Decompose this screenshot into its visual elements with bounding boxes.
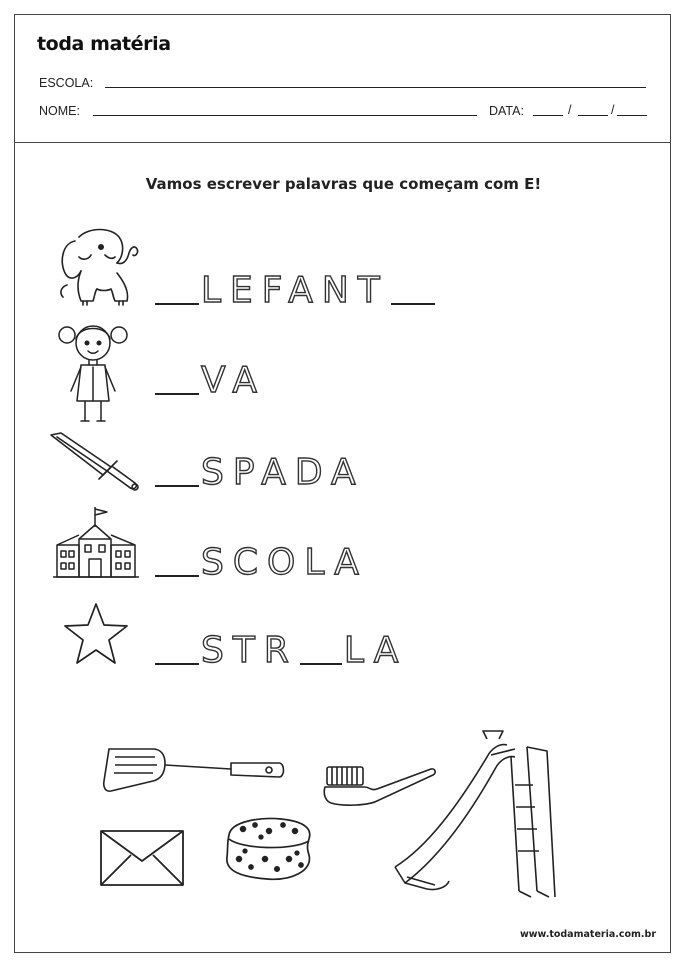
blank-line[interactable] (300, 663, 342, 665)
traced-letters: STR (201, 630, 298, 671)
blank-line[interactable] (155, 663, 199, 665)
page-title: Vamos escrever palavras que começam com E! (145, 175, 542, 193)
footer-url: www.todamateria.com.br (519, 929, 656, 940)
data-label: DATA: (489, 104, 524, 118)
word-row-estrela (155, 629, 409, 669)
header (15, 15, 670, 143)
date-day-field[interactable] (533, 115, 563, 116)
worksheet (14, 14, 671, 953)
traced-letters: VA (201, 360, 266, 401)
spatula-icon (101, 743, 287, 799)
word-row-escola (155, 541, 370, 581)
slide-icon (387, 727, 557, 901)
traced-letters: SPADA (201, 452, 365, 493)
blank-line[interactable] (391, 303, 435, 305)
girl-icon (53, 317, 133, 429)
envelope-icon (97, 825, 187, 889)
word-row-espada (155, 451, 367, 491)
blank-line[interactable] (155, 575, 199, 577)
traced-letters: SCOLA (201, 542, 368, 583)
date-month-field[interactable] (578, 115, 608, 116)
date-year-field[interactable] (617, 115, 647, 116)
sponge-icon (221, 815, 317, 885)
star-icon (61, 601, 131, 667)
blank-line[interactable] (155, 393, 199, 395)
word-row-elefante (155, 269, 435, 309)
word-row-eva (155, 359, 268, 399)
date-separator: / (611, 103, 615, 117)
nome-label: NOME: (39, 104, 80, 118)
sword-icon (47, 429, 147, 495)
traced-letters: LEFANT (201, 270, 389, 311)
escola-field[interactable] (105, 87, 646, 88)
traced-letters: LA (343, 630, 408, 671)
blank-line[interactable] (155, 303, 199, 305)
escola-label: ESCOLA: (39, 76, 94, 90)
elephant-icon (53, 221, 143, 307)
nome-field[interactable] (93, 115, 477, 116)
brand-logo: toda matéria (37, 33, 171, 55)
date-separator: / (568, 103, 572, 117)
school-icon (53, 505, 139, 581)
blank-line[interactable] (155, 485, 199, 487)
